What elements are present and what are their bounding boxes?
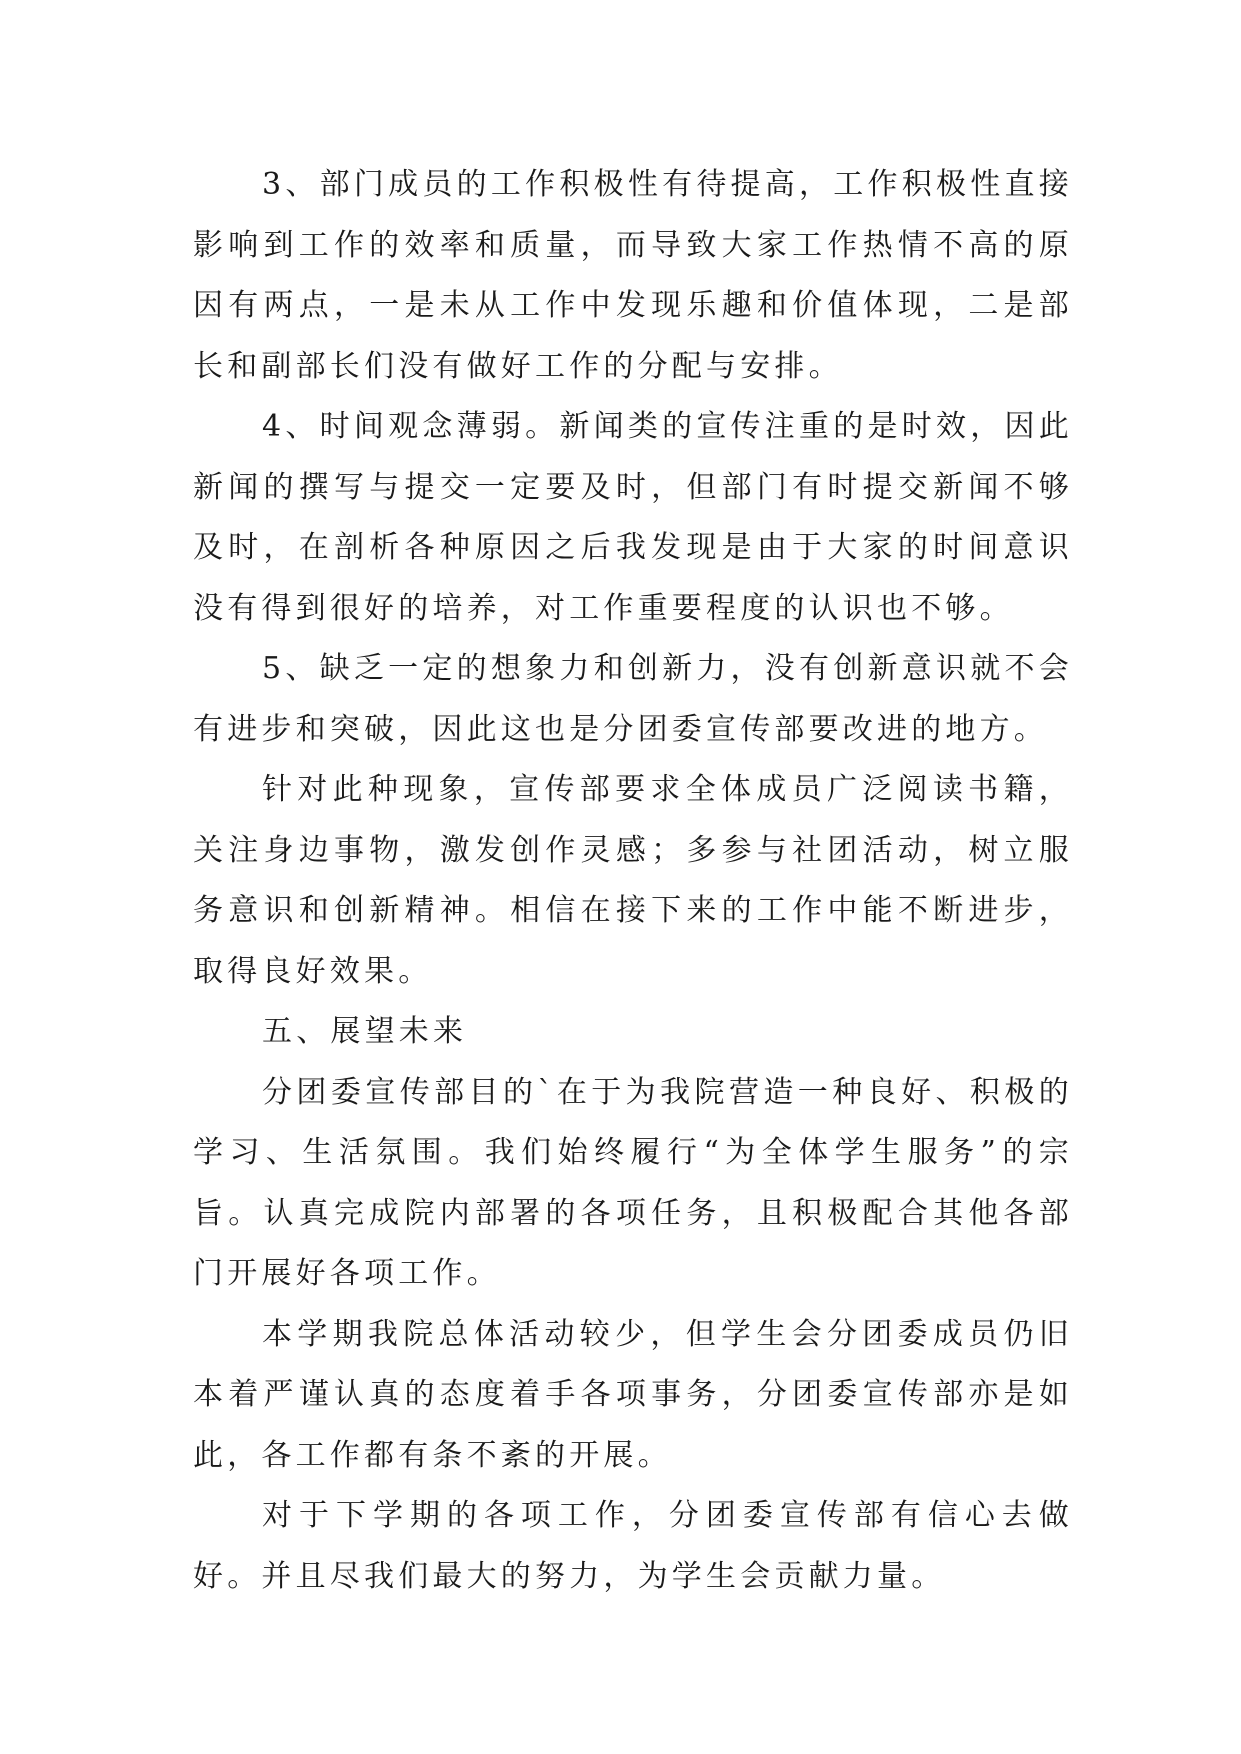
paragraph-next-semester: 对于下学期的各项工作，分团委宣传部有信心去做好。并且尽我们最大的努力，为学生会贡献力量。: [193, 1498, 1073, 1594]
paragraph-member-motivation: 3、部门成员的工作积极性有待提高，工作积极性直接影响到工作的效率和质量，而导致大家工作热情不高的原因有两点，一是未从工作中发现乐趣和价值体现，二是部长和副部长们没有做好工作的分配与安排。: [193, 167, 1073, 384]
paragraph-department-purpose: 分团委宣传部目的`在于为我院营造一种良好、积极的学习、生活氛围。我们始终履行“为全体学生服务”的宗旨。认真完成院内部署的各项任务，且积极配合其他各部门开展好各项工作。: [193, 1074, 1073, 1291]
paragraph-time-awareness: 4、时间观念薄弱。新闻类的宣传注重的是时效，因此新闻的撰写与提交一定要及时，但部门有时提交新闻不够及时，在剖析各种原因之后我发现是由于大家的时间意识没有得到很好的培养，对工作重要程度的认识也不够。: [193, 409, 1073, 626]
paragraph-semester-summary: 本学期我院总体活动较少，但学生会分团委成员仍旧本着严谨认真的态度着手各项事务，分团委宣传部亦是如此，各工作都有条不紊的开展。: [193, 1316, 1073, 1473]
paragraph-lack-of-creativity: 5、缺乏一定的想象力和创新力，没有创新意识就不会有进步和突破，因此这也是分团委宣传部要改进的地方。: [193, 651, 1073, 747]
section-heading-outlook: 五、展望未来: [262, 1014, 468, 1049]
document-body: [193, 155, 1073, 1607]
paragraph-improvement-measures: 针对此种现象，宣传部要求全体成员广泛阅读书籍，关注身边事物，激发创作灵感；多参与社团活动，树立服务意识和创新精神。相信在接下来的工作中能不断进步，取得良好效果。: [193, 772, 1073, 989]
